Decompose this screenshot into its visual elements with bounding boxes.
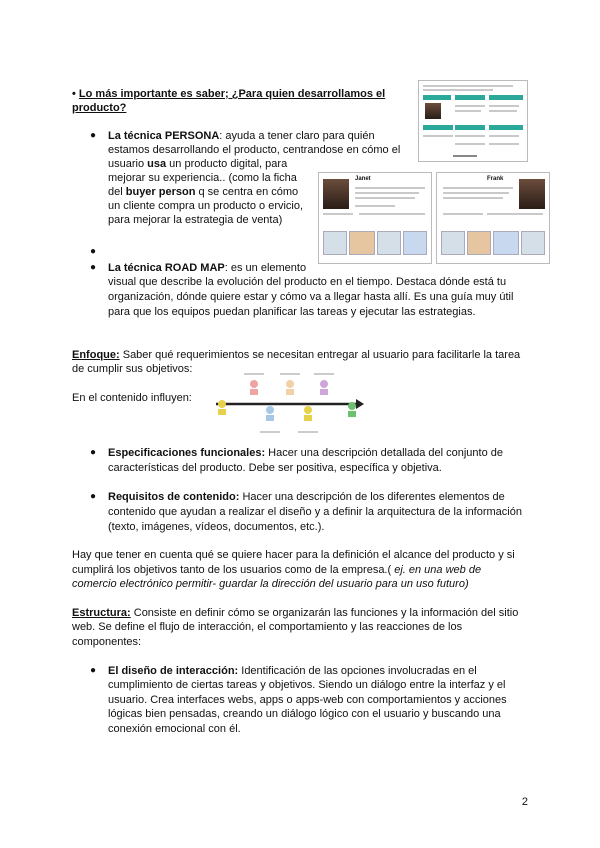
estructura-line-1: Estructura: Consiste en definir cómo se organizarán las funciones y la información del sitio <box>72 607 519 619</box>
enfoque-line-1: Enfoque: Saber qué requerimientos se necesitan entregar al usuario para facilitarle la tarea <box>72 349 521 361</box>
header-line-2: producto? <box>72 102 127 114</box>
estructura-line-2: web. Se define el flujo de interacción, el comportamiento y las reacciones de los <box>72 621 463 633</box>
requisitos-line-1: Requisitos de contenido: Hacer una descripción de los diferentes elementos de <box>108 491 505 503</box>
bullet: ● <box>90 262 97 273</box>
bullet: ● <box>90 447 97 458</box>
alcance-line-3: comercio electrónico permitir- guardar la dirección del usuario para un uso futuro) <box>72 578 469 590</box>
bullet: ● <box>90 130 97 141</box>
persona-line-1: La técnica PERSONA: ayuda a tener claro para quién <box>108 130 375 142</box>
alcance-line-2: cumplirá los objetivos tanto de los usuarios como de la empresa.( ej. en una web de <box>72 564 482 576</box>
header-line-1: • Lo más importante es saber; ¿Para quien desarrollamos el <box>72 88 386 100</box>
bullet: ● <box>90 491 97 502</box>
requisitos-line-3: (texto, imágenes, vídeos, documentos, etc.). <box>108 521 325 533</box>
persona-line-5: del buyer person q se centra en cómo <box>108 186 299 198</box>
persona-card-janet <box>318 172 432 264</box>
persona-line-3: usuario usa un producto digital, para <box>108 158 288 170</box>
roadmap-line-4: para que los equipos puedan planificar las tareas y ejecutar las estrategias. <box>108 306 476 318</box>
persona-line-6: un cliente compra un producto o ervicio, <box>108 200 304 212</box>
interaccion-line-2: cumplimiento de ciertas tareas y objetivos. Siendo un diálogo entre la interfaz y el <box>108 679 506 691</box>
persona-line-2: estamos desarrollando el producto, centrandose en cómo el <box>108 144 401 156</box>
user-flow-diagram <box>208 368 368 438</box>
requisitos-line-2: contenido que ayudan a realizar el diseño y a definir la arquitectura de la información <box>108 506 522 518</box>
page-number: 2 <box>521 796 528 808</box>
interaccion-line-3: usuario. Crea interfaces webs, apps o apps-web con comportamientos y acciones <box>108 694 507 706</box>
persona-card-name: Frank <box>487 176 504 182</box>
enfoque-line-2: de cumplir sus objetivos: <box>72 363 193 375</box>
persona-template-figure <box>418 80 528 162</box>
interaccion-line-5: conexión emocional con él. <box>108 723 241 735</box>
roadmap-line-3: organización, dónde quiere estar y cómo va a llegar hasta allí. Es una guía muy útil <box>108 291 514 303</box>
especificaciones-line-2: características del producto. Debe ser positiva, específica y objetiva. <box>108 462 442 474</box>
interaccion-line-4: lógicas bien pensadas, creando un diálogo lógico con el usuario y buscando una <box>108 708 501 720</box>
persona-line-4: mejorar su experiencia.. (como la ficha <box>108 172 297 184</box>
persona-line-7: para mejorar la estrategia de venta) <box>108 214 283 226</box>
enfoque-influyen: En el contenido influyen: <box>72 392 192 404</box>
roadmap-line-2: visual que describe la evolución del producto en el tiempo. Destaca dónde está tu <box>108 276 507 288</box>
persona-card-frank <box>436 172 550 264</box>
especificaciones-line-1: Especificaciones funcionales: Hacer una descripción detallada del conjunto de <box>108 447 504 459</box>
estructura-line-3: componentes: <box>72 636 142 648</box>
alcance-line-1: Hay que tener en cuenta qué se quiere hacer para la definición el alcance del producto y si <box>72 549 515 561</box>
bullet: ● <box>90 665 97 676</box>
bullet: ● <box>90 246 97 257</box>
persona-card-name: Janet <box>355 176 371 182</box>
roadmap-line-1: La técnica ROAD MAP: es un elemento <box>108 262 307 274</box>
interaccion-line-1: El diseño de interacción: Identificación de las opciones involucradas en el <box>108 665 477 677</box>
